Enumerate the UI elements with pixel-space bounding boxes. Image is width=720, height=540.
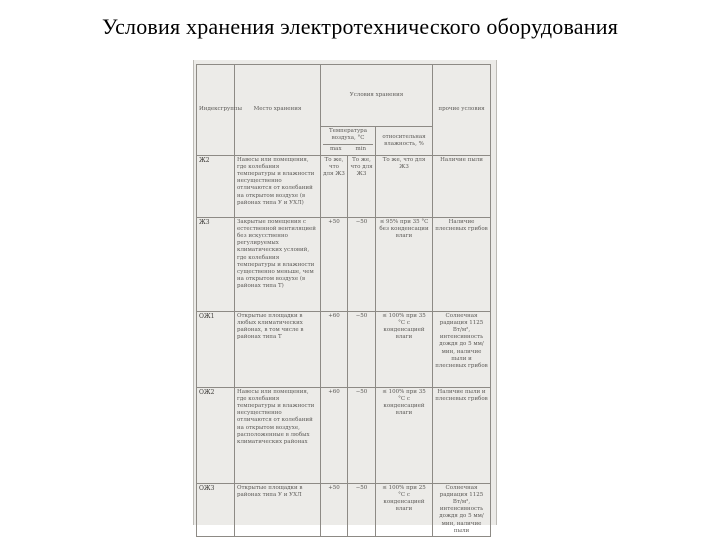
storage-conditions-table	[196, 64, 491, 537]
cell-tmin: −50	[348, 311, 376, 387]
cell-group: ОЖ2	[197, 387, 235, 483]
cell-humidity: ≤ 100% при 35 °С с конденсацией влаги	[376, 311, 433, 387]
cell-place: Открытые площадки в районах типа У и УХЛ	[235, 483, 321, 536]
table-row	[197, 483, 491, 536]
cell-tmin: −50	[348, 217, 376, 311]
cell-tmax: +50	[321, 483, 348, 536]
cell-other: Наличие пыли	[433, 155, 491, 217]
table-row	[197, 155, 491, 217]
scanned-table-image	[193, 60, 497, 534]
cell-place: Закрытые помещения с естественной вентиляцией без искусственно регулируемых климатических условий, где колебания температуры и влажности существенно меньше, чем на открытом воздухе (в районах типа Т)	[235, 217, 321, 311]
cell-tmax: То же, что для Ж3	[321, 155, 348, 217]
header-storage-conditions: Условия хранения	[321, 65, 433, 127]
header-group-index: Индексгруппы	[197, 65, 235, 156]
header-temp-min: min	[355, 146, 367, 153]
cell-humidity: То же, что для Ж3	[376, 155, 433, 217]
header-humidity: относительная влажность, %	[376, 127, 433, 156]
table-row	[197, 217, 491, 311]
temp-subheaders	[323, 144, 373, 153]
table-row	[197, 387, 491, 483]
cell-group: ОЖ3	[197, 483, 235, 536]
table-header-row	[197, 65, 491, 127]
cell-group: Ж2	[197, 155, 235, 217]
cell-other: Наличие плесневых грибов	[433, 217, 491, 311]
cell-tmin: −50	[348, 387, 376, 483]
cell-tmin: То же, что для Ж3	[348, 155, 376, 217]
cell-humidity: ≤ 100% при 25 °С с конденсацией влаги	[376, 483, 433, 536]
cell-place: Навесы или помещения, где колебания температуры и влажности несущественно отличаются от колебаний на открытом воздухе, расположенные в любых климатических районах	[235, 387, 321, 483]
cell-group: Ж3	[197, 217, 235, 311]
header-storage-place: Место хранения	[235, 65, 321, 156]
header-temperature	[321, 127, 376, 156]
cell-place: Навесы или помещения, где колебания температуры и влажности несущественно отличаются от колебаний на открытом воздухе (в районах типа У и УХЛ)	[235, 155, 321, 217]
cell-tmin: −50	[348, 483, 376, 536]
cell-humidity: ≤ 95% при 35 °С без конденсации влаги	[376, 217, 433, 311]
header-other-conditions: прочие условия	[433, 65, 491, 156]
cell-group: ОЖ1	[197, 311, 235, 387]
header-temperature-label: Температура воздуха, °С	[328, 128, 367, 142]
table-row	[197, 311, 491, 387]
slide-title: Условия хранения электротехнического оборудования	[101, 14, 619, 39]
cell-tmax: +60	[321, 311, 348, 387]
cell-tmax: +50	[321, 217, 348, 311]
cell-tmax: +60	[321, 387, 348, 483]
cell-other: Солнечная радиация 1125 Вт/м², интенсивность дождя до 5 мм/мин, наличие пыли и плесневых грибов	[433, 311, 491, 387]
cell-humidity: ≤ 100% при 35 °С с конденсацией влаги	[376, 387, 433, 483]
cell-other: Наличие пыли и плесневых грибов	[433, 387, 491, 483]
cell-other: Солнечная радиация 1125 Вт/м², интенсивность дождя до 5 мм/мин, наличие пыли	[433, 483, 491, 536]
cell-place: Открытые площадки в любых климатических районах, в том числе в районах типа Т	[235, 311, 321, 387]
header-temp-max: max	[329, 146, 342, 153]
